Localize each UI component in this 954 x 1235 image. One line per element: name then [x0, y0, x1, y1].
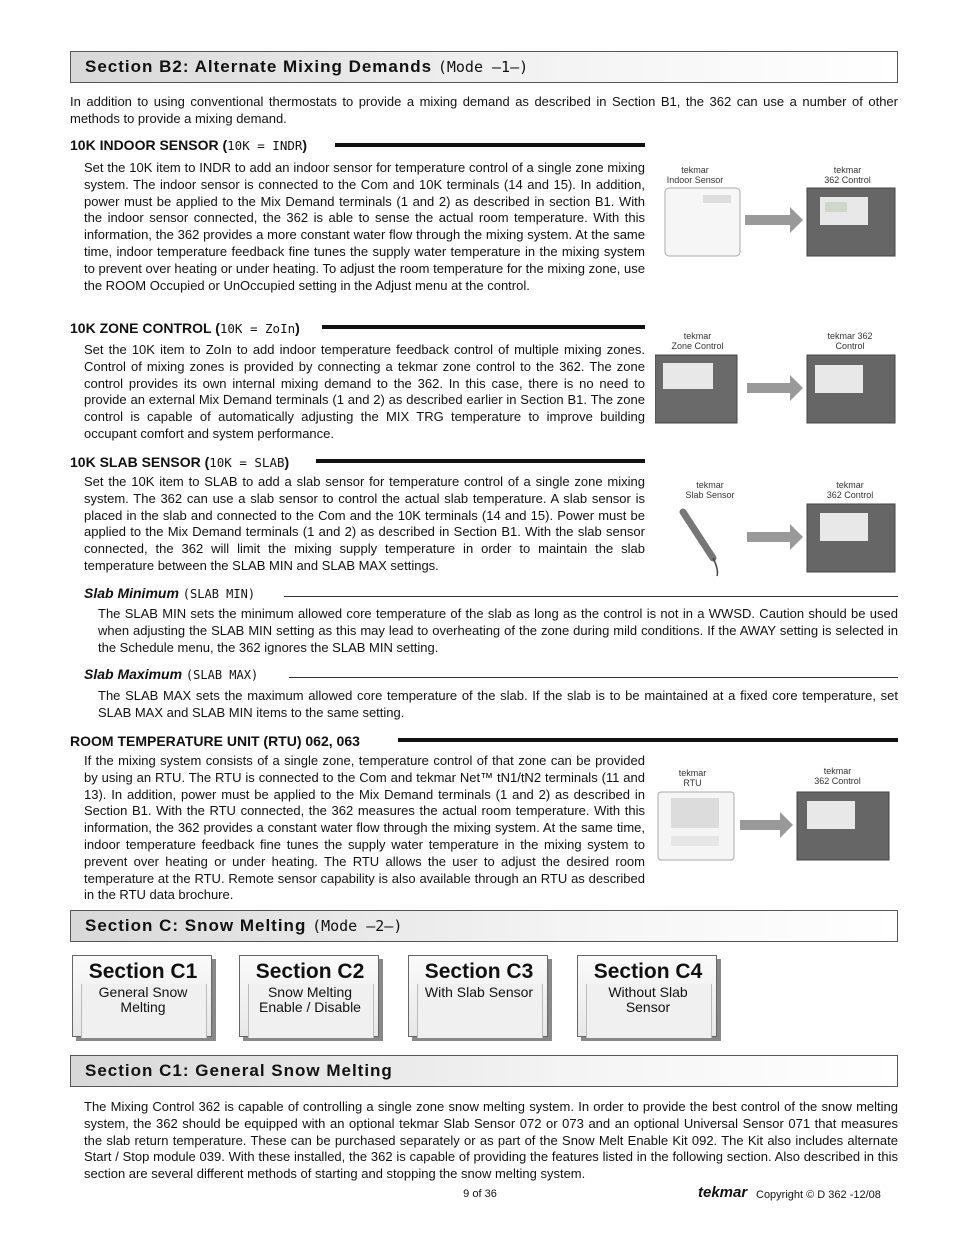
card-subtitle: General Snow Melting	[98, 984, 188, 1015]
zone-figure	[655, 353, 900, 425]
rtu-heading: ROOM TEMPERATURE UNIT (RTU) 062, 063	[70, 733, 360, 749]
slab-min-heading: Slab Minimum (SLAB MIN)	[84, 585, 256, 601]
card-subtitle: With Slab Sensor	[424, 984, 534, 1000]
section-c1-header	[70, 1055, 898, 1087]
section-c-title: Section C: Snow Melting	[85, 916, 313, 935]
section-c1-card[interactable]	[72, 955, 216, 1040]
card-title: Section C2	[255, 960, 365, 983]
slab-max-rule	[289, 677, 898, 678]
indoor-fig-right-caption: tekmar 362 Control	[824, 165, 871, 185]
section-b2-intro: In addition to using conventional thermostats to provide a mixing demand as described in Section B1, the 362 can use a number of other methods to provide a mixing demand.	[70, 94, 898, 126]
card-title: Section C4	[593, 960, 703, 983]
zone-fig-left-caption: tekmar Zone Control	[671, 331, 724, 351]
section-c4-card[interactable]	[577, 955, 721, 1040]
section-c3-card[interactable]	[408, 955, 552, 1040]
section-c1-body: The Mixing Control 362 is capable of controlling a single zone snow melting system. In order to provide the best control of the snow melting system, the 362 should be equipped with an optional tekmar Slab Sensor 072 or 073 and an optional Universal Sensor 071 that measures the slab return temperature. These can be purchased separately or as part of the Snow Melt Enable Kit 092. The Kit also includes alternate Start / Stop module 039. With these installed, the 362 is capable of providing the features listed in the following section. Also described in this section are several different methods of starting and stopping the snow melting system.	[84, 1099, 898, 1182]
rtu-figure	[655, 788, 900, 863]
card-title: Section C3	[424, 960, 534, 983]
indoor-figure	[655, 185, 900, 260]
slab-body: Set the 10K item to SLAB to add a slab sensor for temperature control of a single zone mixing system. The 362 can use a slab sensor to control the actual slab temperature. A slab sensor is placed in the slab and connected to the Com and the 10K terminals (14 and 15). Power must be applied to the Mix Demand terminals (1 and 2) as described in Section B1. With the slab sensor connected, the 362 will limit the mixing supply temperature in order to maintain the slab temperature between the SLAB MIN and SLAB MAX settings.	[84, 474, 645, 573]
section-c-header	[70, 910, 898, 942]
arrow-icon	[740, 812, 793, 838]
slab-fig-right-caption: tekmar 362 Control	[826, 480, 874, 500]
rtu-fig-right-caption: tekmar 362 Control	[814, 766, 861, 786]
section-b2-header	[70, 51, 898, 83]
slab-rule	[316, 459, 645, 463]
tekmar-logo: tekmar	[698, 1184, 748, 1201]
slab-min-body: The SLAB MIN sets the minimum allowed core temperature of the slab as long as the control is not in a WWSD. Caution should be used when adjusting the SLAB MIN setting as this may lead to overheating of the zone during mild conditions. If the AWAY setting is selected in the Schedule menu, the 362 ignores the SLAB MIN setting.	[98, 606, 898, 655]
slab-fig-left-caption: tekmar Slab Sensor	[685, 480, 735, 500]
arrow-icon	[747, 524, 803, 550]
indoor-heading: 10K INDOOR SENSOR (10K = INDR)	[70, 137, 308, 153]
zone-fig-right-caption: tekmar 362 Control	[827, 331, 873, 351]
section-c1-title: Section C1: General Snow Melting	[85, 1061, 393, 1080]
section-c-mode: (Mode —2—)	[312, 917, 403, 935]
slab-max-heading: Slab Maximum (SLAB MAX)	[84, 666, 259, 682]
slab-sensor-image	[683, 512, 713, 558]
arrow-icon	[745, 207, 803, 233]
copyright: Copyright © D 362 -12/08	[756, 1189, 881, 1201]
zone-rule	[322, 325, 645, 329]
section-b2-mode: (Mode —1—)	[437, 58, 529, 76]
card-title: Section C1	[88, 960, 198, 983]
section-b2-title: Section B2: Alternate Mixing Demands	[85, 57, 438, 76]
zone-body: Set the 10K item to ZoIn to add indoor temperature feedback control of multiple mixing zones. Control of mixing zones is provided by connecting a tekmar zone control to the 362. The zone control provides its own internal mixing demand to the 362. In this case, there is no need to provide an external Mix Demand terminals (1 and 2) as described earlier in Section B1. The zone control is capable of automatically adjusting the MIX TRG temperature to improve building occupant comfort and system performance.	[84, 342, 645, 441]
indoor-rule	[335, 143, 645, 147]
page-number: 9 of 36	[463, 1188, 497, 1200]
rtu-rule	[398, 738, 898, 742]
slab-heading: 10K SLAB SENSOR (10K = SLAB)	[70, 454, 290, 470]
zone-heading: 10K ZONE CONTROL (10K = ZoIn)	[70, 320, 300, 336]
rtu-body: If the mixing system consists of a single zone, temperature control of that zone can be provided by using an RTU. The RTU is connected to the Com and tekmar Net™ tN1/tN2 terminals (11 and 13). In addition, power must be applied to the Mix Demand terminals (1 and 2) as described in Section B1. With the RTU connected, the 362 measures the actual room temperature. With this information, the 362 provides a constant water flow through the mixing system. At the same time, indoor temperature feedback fine tunes the supply water temperature in the mixing system to prevent over heating or under heating. The RTU allows the user to adjust the desired room temperature at the RTU. Remote sensor capability is also available through an RTU as described in the RTU data brochure.	[84, 753, 645, 903]
card-subtitle: Without Slab Sensor	[608, 984, 688, 1015]
rtu-fig-left-caption: tekmar RTU	[678, 768, 707, 788]
section-c2-card[interactable]	[239, 955, 383, 1040]
indoor-body: Set the 10K item to INDR to add an indoor sensor for temperature control of a single zone mixing system. The indoor sensor is connected to the Com and 10K terminals (14 and 15). In addition, power must be applied to the Mix Demand terminals (1 and 2) as described in section B1. With the indoor sensor connected, the 362 is able to sense the actual room temperature. With this information, the 362 provides a more constant water flow through the mixing system. At the same time, indoor temperature feedback fine tunes the supply water temperature in the mixing system to prevent over heating or under heating. To adjust the room temperature for the mixing zone, use the ROOM Occupied or UnOccupied setting in the Adjust menu at the control.	[84, 160, 645, 293]
slab-min-rule	[284, 596, 898, 597]
indoor-fig-left-caption: tekmar Indoor Sensor	[666, 165, 724, 185]
slab-figure	[655, 500, 900, 578]
arrow-icon	[747, 375, 803, 401]
slab-max-body: The SLAB MAX sets the maximum allowed core temperature of the slab. If the slab is to be maintained at a fixed core temperature, set SLAB MAX and SLAB MIN items to the same setting.	[98, 688, 898, 720]
card-subtitle: Snow Melting Enable / Disable	[259, 984, 361, 1015]
